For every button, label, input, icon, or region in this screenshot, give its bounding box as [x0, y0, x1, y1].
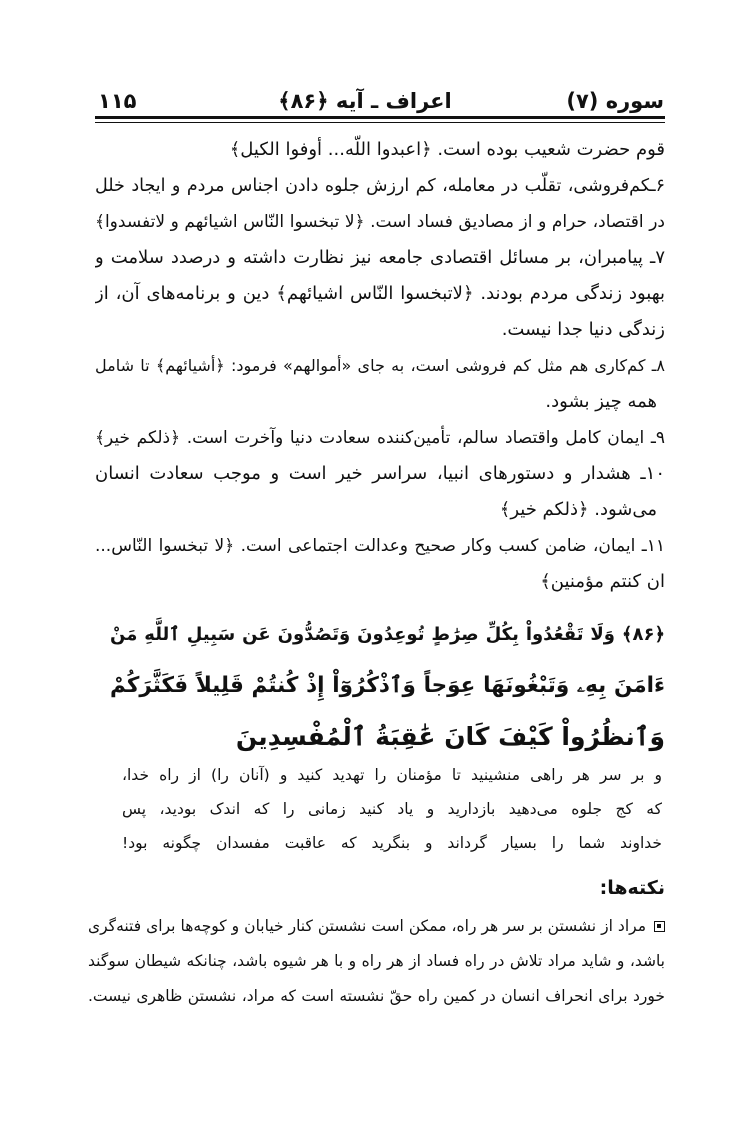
note-line-text: مراد از نشستن بر سر هر راه، ممکن است نشستن کنار خیابان و کوچه‌ها برای فتنه‌گری	[88, 917, 646, 935]
page-number: ۱۱۵	[98, 89, 137, 113]
header-title: اعراف ـ آیه ﴿۸۶﴾	[278, 89, 452, 113]
notes-heading: نکته‌ها:	[599, 877, 665, 899]
commentary-line: زندگی دنیا جدا نیست.	[501, 319, 665, 340]
translation-section	[122, 758, 662, 860]
verse-section	[110, 609, 665, 762]
note-line: باشد، و شاید مراد تلاش در راه فساد از هر راه و با هر شیوه باشد، چنانکه شیطان سوگند	[88, 952, 665, 970]
verse-line: ءَامَنَ بِهِۦ وَتَبْغُونَهَا عِوَجاً وَٱذْكُرُوٓاْ إِذْ كُنتُمْ قَلِيلاً فَكَثَّرَكُمْ	[110, 673, 665, 698]
commentary-line: ۸ـ کم‌کاری هم مثل کم فروشی است، به جای «أموالهم» فرمود: ﴿أشیائهم﴾ تا شامل	[95, 356, 665, 375]
note-line: خورد برای انحراف انسان در کمین راه حقّ نشسته است که مراد، نشستن ظاهری نیست.	[88, 987, 665, 1005]
notes-section	[88, 909, 665, 1014]
commentary-line: در اقتصاد، حرام و از مصادیق فساد است. ﴿لا تبخسوا النّاس اشیائهم و لاتفسدوا﴾	[95, 212, 665, 232]
commentary-line: ۱۱ـ ایمان، ضامن کسب وکار صحیح وعدالت اجتماعی است. ﴿لا تبخسوا النّاس...	[95, 536, 665, 556]
note-item	[88, 909, 665, 1014]
translation-line: که کج جلوه می‌دهید بازدارید و یاد کنید زمانی را که اندک بودید، پس	[122, 800, 662, 818]
commentary-line: ان کنتم مؤمنین﴾	[540, 571, 665, 592]
commentary-line: ۱۰ـ هشدار و دستورهای انبیا، سراسر خیر است و موجب سعادت انسان	[95, 463, 665, 484]
commentary-line: ۹ـ ایمان کامل واقتصاد سالم، تأمین‌کننده سعادت دنیا وآخرت است. ﴿ذلکم خیر﴾	[95, 428, 665, 448]
commentary-line: بهبود زندگی مردم بودند. ﴿لاتبخسوا النّاس اشیائهم﴾ دین و برنامه‌های آن، از	[95, 283, 665, 304]
commentary-line: ۶ـکم‌فروشی، تقلّب در معامله، کم ارزش جلوه دادن اجناس مردم و ایجاد خلل	[95, 176, 665, 196]
translation-line: و بر سر هر راهی منشینید تا مؤمنان را تهدید کنید و (آنان را) از راه خدا،	[122, 766, 662, 784]
square-bullet-icon	[654, 921, 665, 932]
commentary-line: ۷ـ پیامبران، بر مسائل اقتصادی جامعه نیز نظارت داشته و درصدد سلامت و	[95, 247, 665, 268]
commentary-section	[95, 132, 665, 600]
translation-line: خداوند شما را بسیار گرداند و بنگرید که عاقبت مفسدان چگونه بود!	[122, 834, 662, 852]
commentary-line: همه چیز بشود.	[545, 391, 657, 412]
running-header	[0, 84, 730, 118]
header-rule	[95, 116, 665, 123]
surah-label: سوره (۷)	[566, 89, 664, 113]
note-line-first	[88, 909, 665, 944]
commentary-line: قوم حضرت شعیب بوده است. ﴿اعبدوا اللّه... أوفوا الکیل﴾	[229, 139, 665, 160]
verse-line: وَٱنظُرُواْ كَيْفَ كَانَ عَٰقِبَةُ ٱلْمُفْسِدِينَ	[235, 722, 665, 751]
verse-line: ﴿۸۶﴾ وَلَا تَقْعُدُواْ بِكُلِّ صِرَٰطٍ تُوعِدُونَ وَتَصُدُّونَ عَن سَبِيلِ ٱللَّهِ مَنْ	[110, 624, 665, 645]
commentary-line: می‌شود. ﴿ذلکم خیر﴾	[499, 499, 657, 520]
